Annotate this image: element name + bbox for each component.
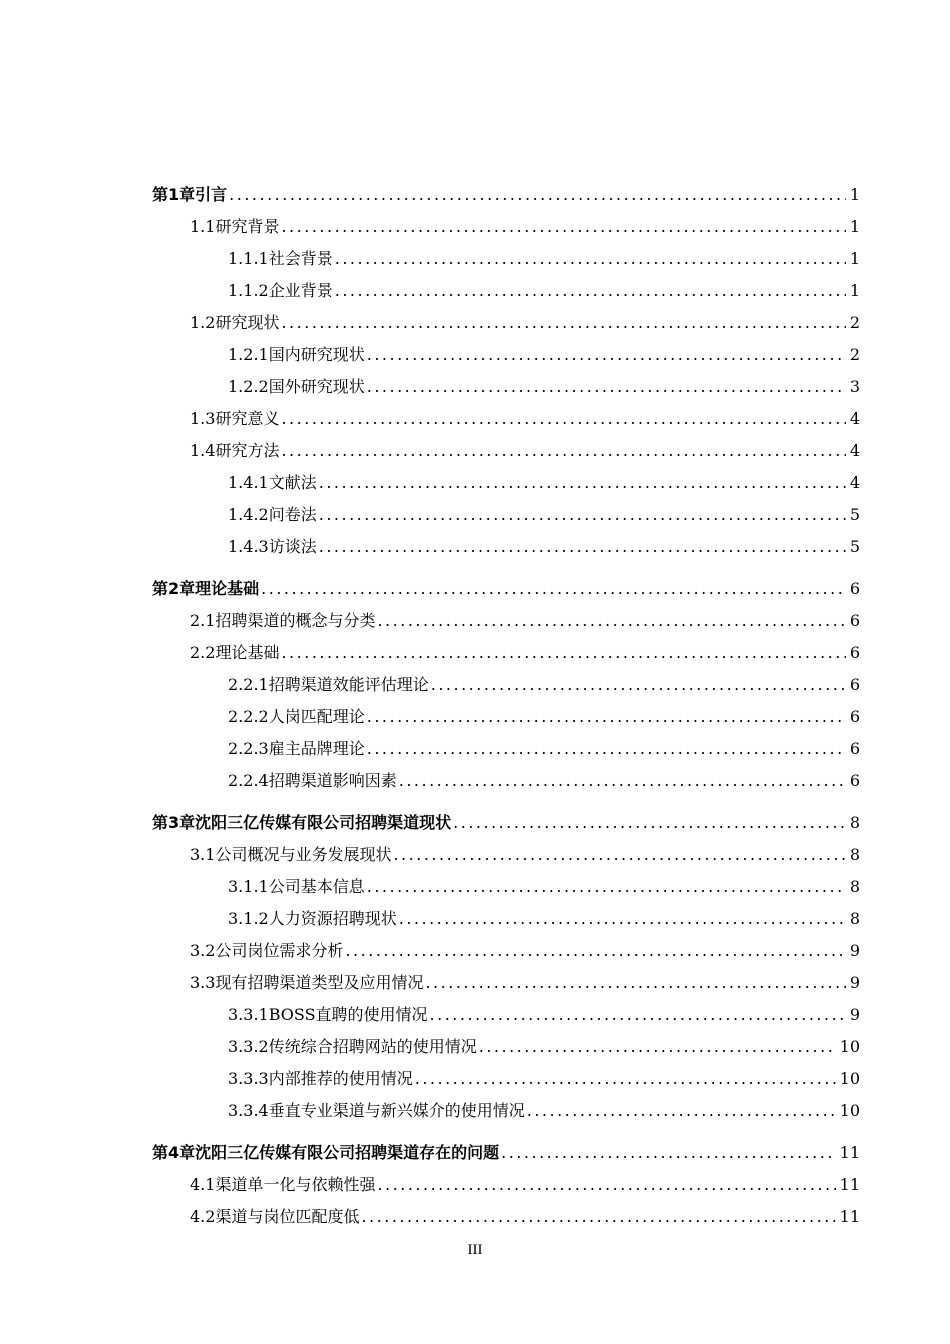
toc-dot-leader (367, 737, 846, 761)
toc-entry-page: 4 (849, 409, 860, 428)
toc-entry-title: 公司概况与业务发展现状 (215, 845, 392, 864)
toc-entry-title: 文献法 (268, 473, 317, 492)
toc-entry-number: 1.2 (190, 313, 216, 332)
toc-entry-page: 10 (839, 1101, 860, 1120)
toc-entry-title: BOSS直聘的使用情况 (268, 1005, 428, 1024)
toc-entry[interactable] (228, 769, 860, 793)
toc-entry-number: 第3章 (152, 813, 196, 832)
toc-entry[interactable] (190, 407, 860, 431)
toc-dot-leader (281, 311, 845, 335)
toc-dot-leader (345, 939, 845, 963)
toc-entry-page: 8 (849, 813, 860, 832)
toc-entry-page: 8 (849, 877, 860, 896)
toc-entry-page: 2 (849, 345, 860, 364)
toc-entry-page: 6 (849, 675, 860, 694)
toc-dot-leader (399, 769, 846, 793)
toc-dot-leader (399, 907, 846, 931)
toc-entry-number: 1.4.1 (228, 473, 269, 492)
toc-dot-leader (281, 215, 845, 239)
toc-dot-leader (281, 439, 845, 463)
toc-entry[interactable] (228, 673, 860, 697)
toc-entry-title: 招聘渠道效能评估理论 (268, 675, 429, 694)
toc-entry-page: 9 (849, 973, 860, 992)
toc-entry-number: 3.3 (190, 973, 216, 992)
toc-entry-number: 2.2.2 (228, 707, 269, 726)
toc-entry-title: 问卷法 (268, 505, 317, 524)
toc-entry-title: 国内研究现状 (268, 345, 365, 364)
toc-entry-number: 第2章 (152, 579, 196, 598)
toc-dot-leader (377, 609, 845, 633)
toc-entry-page: 6 (849, 707, 860, 726)
toc-entry[interactable] (190, 1205, 860, 1229)
toc-entry[interactable] (228, 375, 860, 399)
toc-entry[interactable] (228, 503, 860, 527)
toc-dot-leader (319, 503, 846, 527)
toc-entry-title: 雇主品牌理论 (268, 739, 365, 758)
toc-entry-number: 1.2.1 (228, 345, 269, 364)
toc-entry-number: 2.1 (190, 611, 216, 630)
toc-dot-leader (335, 279, 846, 303)
toc-entry-number: 4.2 (190, 1207, 216, 1226)
toc-entry[interactable] (228, 1067, 860, 1091)
toc-entry-page: 6 (849, 739, 860, 758)
toc-entry[interactable] (228, 737, 860, 761)
toc-chapter-entry[interactable] (152, 577, 860, 601)
toc-chapter-entry[interactable] (152, 1141, 860, 1165)
toc-dot-leader (479, 1035, 836, 1059)
toc-entry-number: 3.3.1 (228, 1005, 269, 1024)
toc-entry-title: 理论基础 (195, 579, 260, 598)
toc-entry[interactable] (190, 609, 860, 633)
toc-entry-number: 1.1.2 (228, 281, 269, 300)
toc-dot-leader (501, 1141, 835, 1165)
toc-dot-leader (367, 343, 846, 367)
toc-entry-number: 1.4.3 (228, 537, 269, 556)
toc-entry-title: 研究方法 (215, 441, 280, 460)
toc-entry-number: 2.2.4 (228, 771, 269, 790)
toc-entry-page: 1 (849, 281, 860, 300)
toc-entry-title: 渠道单一化与依赖性强 (215, 1175, 376, 1194)
toc-entry[interactable] (190, 939, 860, 963)
toc-entry-page: 11 (839, 1207, 860, 1226)
toc-entry-title: 人力资源招聘现状 (268, 909, 397, 928)
toc-entry[interactable] (228, 705, 860, 729)
toc-entry-page: 10 (839, 1069, 860, 1088)
toc-entry[interactable] (190, 215, 860, 239)
toc-dot-leader (361, 1205, 835, 1229)
toc-entry-page: 1 (849, 249, 860, 268)
toc-entry[interactable] (228, 535, 860, 559)
toc-entry-page: 5 (849, 505, 860, 524)
toc-entry[interactable] (228, 343, 860, 367)
toc-entry-page: 4 (849, 473, 860, 492)
toc-entry-title: 渠道与岗位匹配度低 (215, 1207, 360, 1226)
toc-dot-leader (319, 535, 846, 559)
toc-entry-page: 3 (849, 377, 860, 396)
toc-entry-title: 招聘渠道的概念与分类 (215, 611, 376, 630)
toc-entry-page: 8 (849, 845, 860, 864)
toc-entry[interactable] (190, 439, 860, 463)
toc-entry-page: 1 (849, 185, 860, 204)
toc-dot-leader (261, 577, 846, 601)
toc-entry-number: 3.1.1 (228, 877, 269, 896)
toc-entry-title: 沈阳三亿传媒有限公司招聘渠道现状 (195, 813, 452, 832)
toc-entry-number: 3.1 (190, 845, 216, 864)
toc-dot-leader (431, 673, 846, 697)
toc-entry[interactable] (228, 875, 860, 899)
toc-dot-leader (425, 971, 845, 995)
toc-entry-number: 1.1 (190, 217, 216, 236)
toc-dot-leader (229, 183, 846, 207)
toc-entry-number: 1.3 (190, 409, 216, 428)
toc-entry-title: 招聘渠道影响因素 (268, 771, 397, 790)
toc-entry[interactable] (190, 971, 860, 995)
toc-entry-title: 现有招聘渠道类型及应用情况 (215, 973, 424, 992)
toc-entry-number: 3.3.2 (228, 1037, 269, 1056)
toc-dot-leader (415, 1067, 836, 1091)
toc-dot-leader (281, 407, 845, 431)
toc-entry-title: 理论基础 (215, 643, 280, 662)
toc-dot-leader (393, 843, 845, 867)
toc-entry-page: 10 (839, 1037, 860, 1056)
toc-entry[interactable] (228, 279, 860, 303)
toc-entry-title: 访谈法 (268, 537, 317, 556)
toc-entry-number: 3.1.2 (228, 909, 269, 928)
toc-entry-number: 1.4 (190, 441, 216, 460)
toc-dot-leader (367, 375, 846, 399)
toc-entry-number: 1.1.1 (228, 249, 269, 268)
toc-entry[interactable] (190, 641, 860, 665)
toc-entry-number: 2.2.3 (228, 739, 269, 758)
toc-dot-leader (281, 641, 845, 665)
toc-entry-title: 研究意义 (215, 409, 280, 428)
toc-entry-title: 沈阳三亿传媒有限公司招聘渠道存在的问题 (195, 1143, 500, 1162)
toc-chapter-entry[interactable] (152, 183, 860, 207)
toc-entry-title: 社会背景 (268, 249, 333, 268)
toc-entry-number: 3.3.3 (228, 1069, 269, 1088)
toc-entry-title: 国外研究现状 (268, 377, 365, 396)
toc-entry[interactable] (228, 471, 860, 495)
toc-entry-page: 1 (849, 217, 860, 236)
toc-entry-title: 研究背景 (215, 217, 280, 236)
toc-entry-page: 2 (849, 313, 860, 332)
toc-entry-title: 传统综合招聘网站的使用情况 (268, 1037, 477, 1056)
toc-entry-title: 人岗匹配理论 (268, 707, 365, 726)
toc-entry-title: 研究现状 (215, 313, 280, 332)
toc-dot-leader (367, 705, 846, 729)
toc-entry-page: 11 (839, 1175, 860, 1194)
toc-entry-page: 6 (849, 771, 860, 790)
toc-entry[interactable] (228, 1003, 860, 1027)
toc-dot-leader (527, 1099, 836, 1123)
toc-entry-page: 9 (849, 1005, 860, 1024)
toc-entry-number: 3.2 (190, 941, 216, 960)
toc-dot-leader (377, 1173, 835, 1197)
toc-entry-title: 垂直专业渠道与新兴媒介的使用情况 (268, 1101, 525, 1120)
toc-entry-page: 11 (839, 1143, 860, 1162)
toc-entry-number: 4.1 (190, 1175, 216, 1194)
toc-entry[interactable] (228, 1099, 860, 1123)
toc-entry[interactable] (228, 1035, 860, 1059)
toc-entry-page: 8 (849, 909, 860, 928)
toc-entry-page: 9 (849, 941, 860, 960)
toc-entry-number: 2.2.1 (228, 675, 269, 694)
toc-entry-number: 1.4.2 (228, 505, 269, 524)
toc-entry-page: 6 (849, 611, 860, 630)
toc-entry[interactable] (228, 247, 860, 271)
toc-entry-number: 3.3.4 (228, 1101, 269, 1120)
toc-entry-page: 5 (849, 537, 860, 556)
toc-dot-leader (367, 875, 846, 899)
toc-entry-title: 引言 (195, 185, 228, 204)
toc-entry-page: 6 (849, 579, 860, 598)
toc-entry-number: 第4章 (152, 1143, 196, 1162)
toc-entry-page: 6 (849, 643, 860, 662)
toc-entry[interactable] (190, 311, 860, 335)
toc-entry[interactable] (228, 907, 860, 931)
toc-entry-title: 企业背景 (268, 281, 333, 300)
toc-entry[interactable] (190, 1173, 860, 1197)
toc-entry-number: 2.2 (190, 643, 216, 662)
toc-entry-number: 1.2.2 (228, 377, 269, 396)
toc-entry-title: 公司岗位需求分析 (215, 941, 344, 960)
page-number: III (467, 1242, 483, 1258)
toc-chapter-entry[interactable] (152, 811, 860, 835)
toc-entry[interactable] (190, 843, 860, 867)
toc-dot-leader (453, 811, 846, 835)
toc-entry-page: 4 (849, 441, 860, 460)
toc-dot-leader (335, 247, 846, 271)
toc-dot-leader (319, 471, 846, 495)
toc-entry-title: 公司基本信息 (268, 877, 365, 896)
toc-entry-title: 内部推荐的使用情况 (268, 1069, 413, 1088)
toc-dot-leader (430, 1003, 846, 1027)
toc-entry-number: 第1章 (152, 185, 196, 204)
